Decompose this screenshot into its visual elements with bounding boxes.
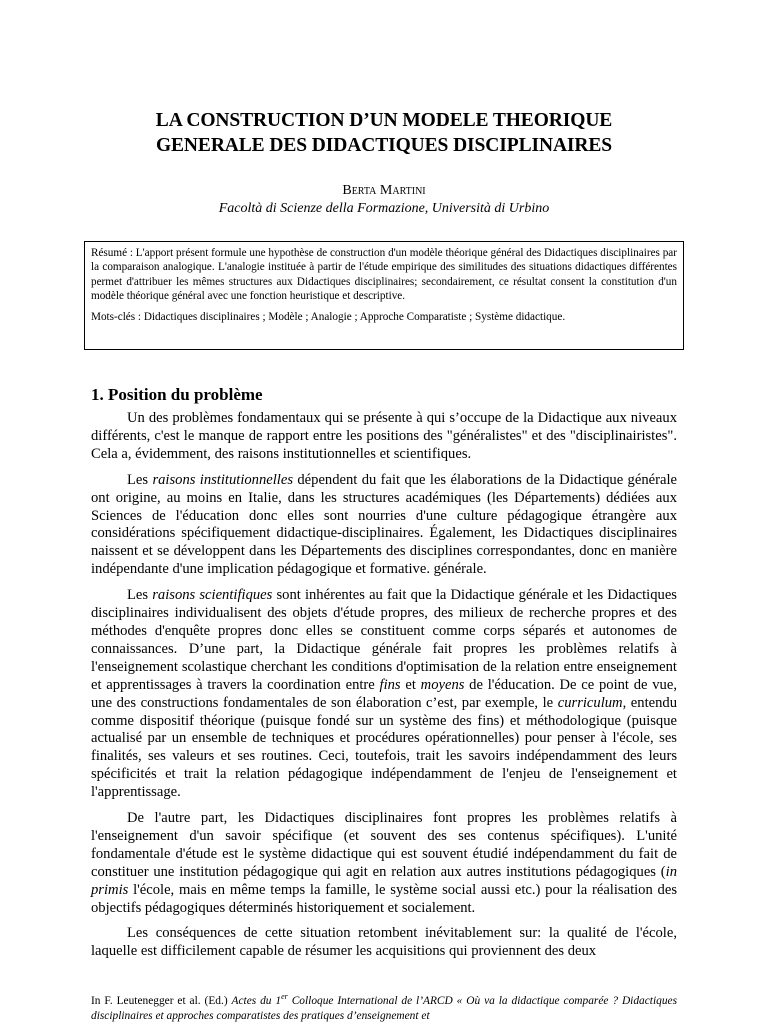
footnote-italic: Colloque International de l’ARCD « Où va la didactique comparée ? Didactiques disciplinaires et approches comparatistes des pratiques d’enseignement et <box>91 995 677 1022</box>
text-run: sont inhérentes au fait que la Didactique générale et les Didactiques disciplinaires individualisent des objets d'étude propres, des milieux de recherche propres et des méthodes d'enquête propres donc elles se constituent comme corps séparés et autonomes de connaissances. D’une part, la Didactique générale fait propres les problèmes relatifs à l'enseignement scolastique cherchant les conditions d'optimisation de la relation entre enseignement et apprentissages à travers la coordination entre <box>91 587 677 693</box>
footnote-italic: Actes du 1 <box>231 995 282 1007</box>
section-heading: 1. Position du problème <box>91 385 263 404</box>
text-run: , entendu comme dispositif théorique (puisque fondé sur un système des fins) et méthodologique (puisque actualisé par un ensemble de techniques et procédures opérationnelles) pour penser à l'école, ses finalités, ses valeurs et ses routines. Ceci, toutefois, trait les savoirs indépendamment des leurs spécificités et trait la relation pédagogique indépendamment de l'enjeu de l'enseignement et l'apprentissage. <box>91 694 677 801</box>
title-line-1: LA CONSTRUCTION D’UN MODELE THEORIQUE <box>155 110 613 131</box>
title-line-2: GENERALE DES DIDACTIQUES DISCIPLINAIRES <box>155 135 613 156</box>
footnote <box>91 994 677 1024</box>
author-name: Berta Martini <box>342 183 426 198</box>
paragraph-1: Un des problèmes fondamentaux qui se présente à qui s’occupe de la Didactique aux niveaux différents, c'est le manque de rapport entre les positions des "généralistes" et des "disciplinairistes". Cela a, évidemment, des raisons institutionnelles et scientifiques. <box>91 410 677 462</box>
emphasis: fins <box>379 676 401 693</box>
text-run: et <box>400 676 421 693</box>
text-run: de l'éducation. De ce point de vue, une des constructions fondamentales de son élaboration c’est, par exemple, le <box>91 676 677 711</box>
text-run: De l'autre part, les Didactiques disciplinaires font propres les problèmes relatifs à l'enseignement d'un savoir spécifique (et souvent des ses contenus spécifiques). L'unité fondamentale d'étude est le système didactique qui est souvent étudié indépendamment du fait de constituer une institution pédagogique qui agit en relation aux autres institutions pédagogiques ( <box>91 810 677 880</box>
paragraph-2 <box>91 472 677 579</box>
emphasis: curriculum <box>557 694 623 711</box>
footnote-prefix: In F. Leutenegger et al. (Ed.) <box>91 995 232 1007</box>
text-run: l'école, mais en même temps la famille, le système social aussi etc.) pour la réalisation des objectifs pédagogiques déterminés historiquement et socialement. <box>91 881 677 916</box>
paragraph-5: Les conséquences de cette situation retombent inévitablement sur: la qualité de l'école, laquelle est difficilement capable de résumer les acquisitions qui proviennent des deux <box>91 925 677 960</box>
keywords: Mots-clés : Didactiques disciplinaires ; Modèle ; Analogie ; Approche Comparatiste ; Système didactique. <box>91 310 566 323</box>
emphasis: in primis <box>91 863 677 898</box>
paragraph-4 <box>91 810 677 917</box>
abstract-box <box>84 241 684 350</box>
paragraph-3 <box>91 587 677 802</box>
footnote-superscript: er <box>281 992 288 1002</box>
body-text <box>91 410 677 969</box>
text-run: Les <box>127 587 153 604</box>
paper-title <box>60 108 708 158</box>
emphasis: raisons institutionnelles <box>152 471 294 488</box>
emphasis: moyens <box>420 676 465 693</box>
author-affiliation: Facoltà di Scienze della Formazione, Università di Urbino <box>218 201 550 216</box>
abstract-text: Résumé : L'apport présent formule une hypothèse de construction d'un modèle théorique général des Didactiques disciplinaires par la comparaison analogique. L'analogie instituée à partir de l'étude empirique des similitudes des situations didactiques différentes permet d'attribuer les mêmes structures aux Didactiques disciplinaires; secondairement, ce résultat consent la constitution d'un modèle théorique général avec une fonction heuristique et descriptive. <box>91 247 677 303</box>
text-run: dépendent du fait que les élaborations de la Didactique générale ont origine, au moins en Italie, dans les structures académiques (les Départements) dédiées aux Sciences de l'éducation donc elles sont nourries d'une culture pédagogique étrangère aux considérations spécifiquement didactique-disciplinaires. Également, les Didactiques disciplinaires naissent et se développent dans les Départements des disciplines correspondantes, donc en manière indépendante d'une implication pédagogique et formative. générale. <box>91 471 677 578</box>
emphasis: raisons scientifiques <box>152 587 273 604</box>
text-run: Les <box>127 471 153 488</box>
